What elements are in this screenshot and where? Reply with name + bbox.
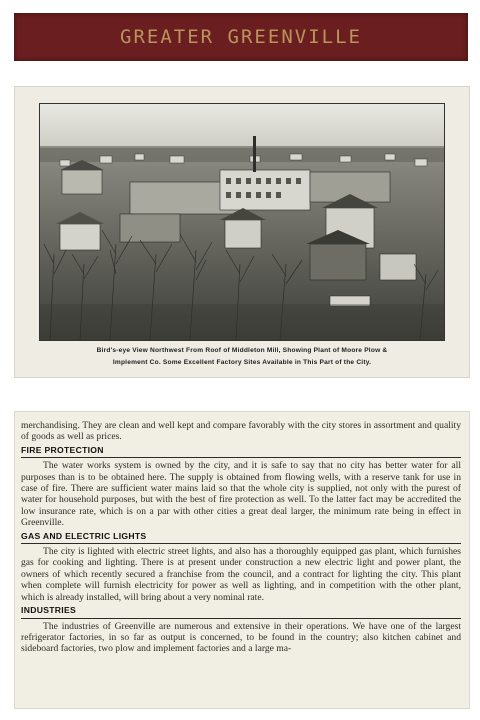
text-page [14,411,470,709]
section-heading-industries: INDUSTRIES [21,605,77,616]
caption-line-1: Bird's-eye View Northwest From Roof of Middleton Mill, Showing Plant of Moore Plow & [96,347,388,354]
section-body-industries: The industries of Greenville are numerous and extensive in their operations. We have one of the largest refrigerator factories, in so far as output is concerned, to be found in the country; also kitchen cabinet and sideboard factories, two plow and implement factories and a large ma- [21,620,461,655]
section-body-fire-protection: The water works system is owned by the city, and it is safe to say that no city has better water for all purposes than is to be obtained here. The supply is obtained from flowing wells, with a reserve tank for use in case of fire. There are sufficient water mains laid so that the whole city is supplied, not only with the purest of water for household purposes, but with the best of fire protection as well. To the latter fact may be accredited the low insurance rate, which is on a par with other cities a great deal larger, the minimum rate being in effect in Greenville. [21,460,461,529]
section-body-gas-electric: The city is lighted with electric street lights, and also has a thoroughly equipped gas plant, which furnishes gas for cooking and lighting. There is at present under construction a new electric light and power plant, the owners of which recently secured a franchise from the council, and a contract for lighting the city. This plant when complete will furnish electricity for power as well as lighting, and in competition with the other plant, which is already installed, will bring about a very nominal rate. [21,546,461,603]
photo-page [14,86,470,378]
section-heading-gas-electric: GAS AND ELECTRIC LIGHTS [21,530,147,541]
caption-line-2: Implement Co. Some Excellent Factory Sites Available in This Part of the City. [112,359,372,366]
town-photo-illustration [40,104,444,340]
book-cover-band [14,13,468,61]
heading-rule [21,543,461,544]
text-body [21,420,461,655]
cover-title: GREATER GREENVILLE [120,26,362,48]
intro-paragraph: merchandising. They are clean and well kept and compare favorably with the city stores in assortment and quality of goods as well as prices. [21,420,461,443]
heading-rule [21,618,461,619]
section-heading-fire-protection: FIRE PROTECTION [21,444,104,455]
heading-rule [21,457,461,458]
birds-eye-photo [39,103,445,341]
photo-caption [45,345,439,369]
